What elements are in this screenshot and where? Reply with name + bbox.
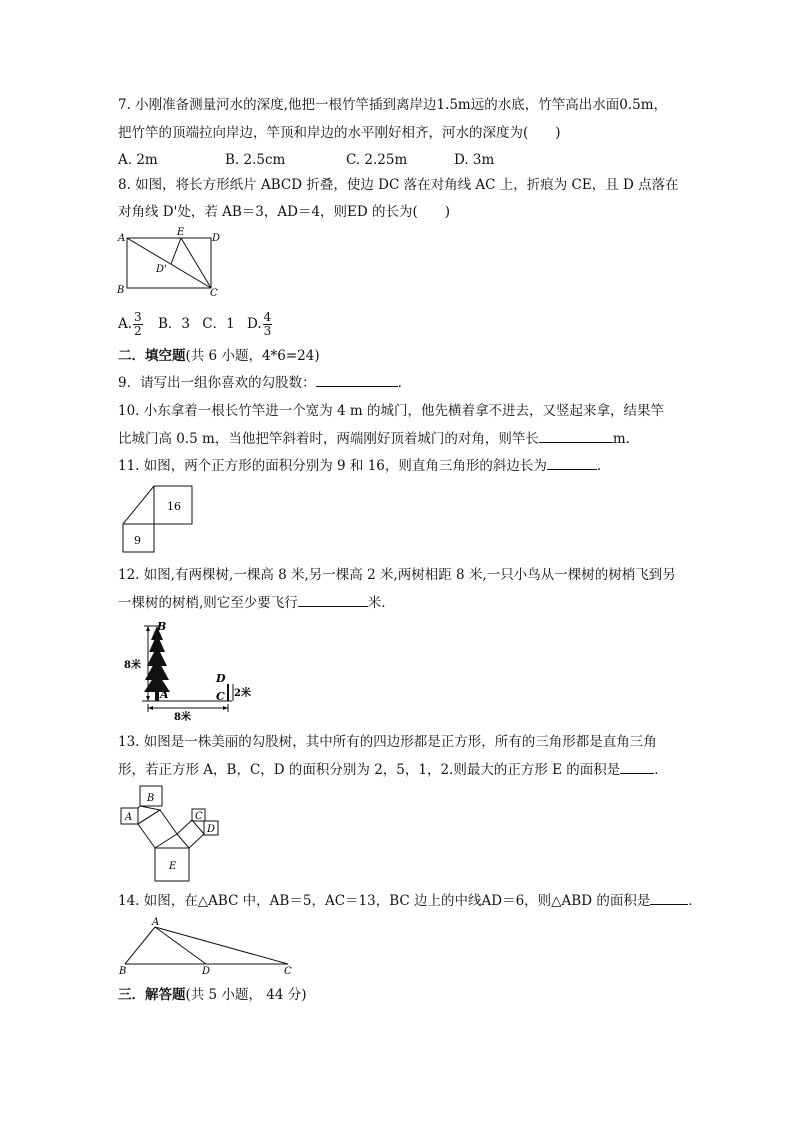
q8-option-b: B．3 bbox=[157, 316, 190, 332]
q14-median-ad bbox=[155, 927, 206, 964]
q7-option-b: B. 2.5cm bbox=[225, 152, 286, 168]
q12-line2 bbox=[118, 594, 386, 612]
q8-label-a: A bbox=[118, 233, 126, 244]
q8-option-d-fraction: $\frac{4}{3}$ bbox=[263, 310, 272, 338]
q14-label-a: A bbox=[152, 917, 160, 928]
q10-text: 比城门高 0.5 m，当他把竿斜着时，两端刚好顶着城门的对角，则竿长 bbox=[118, 431, 539, 447]
q8-label-dprime: D' bbox=[156, 264, 167, 275]
q8-line2: 对角线 D'处，若 AB＝3，AD＝4，则ED 的长为( ) bbox=[118, 204, 451, 220]
q12-label-b: B bbox=[157, 620, 167, 633]
q14-side-ab bbox=[125, 927, 155, 964]
section3-heading bbox=[118, 986, 306, 1004]
q12-label-8m-distance: 8米 bbox=[174, 712, 191, 723]
q12-label-8m-height: 8米 bbox=[124, 660, 141, 671]
q8-options bbox=[118, 311, 273, 338]
q9-text: 9．请写出一组你喜欢的勾股数： bbox=[118, 375, 316, 391]
q11-end: . bbox=[596, 458, 602, 474]
q8-label-d: D bbox=[212, 233, 221, 244]
q12-label-c: C bbox=[216, 690, 225, 703]
section3-title: 三．解答题 bbox=[118, 987, 186, 1003]
q8-option-a-fraction: $\frac{3}{2}$ bbox=[134, 310, 142, 338]
q11-text: 11. 如图，两个正方形的面积分别为 9 和 16，则直角三角形的斜边长为 bbox=[118, 458, 547, 474]
section2-title: 二．填空题 bbox=[118, 348, 186, 364]
q14-text: 14. 如图，在△ABC 中，AB＝5，AC＝13，BC 边上的中线AD＝6，则△ABD 的面积是 bbox=[118, 893, 651, 909]
q10-end: m. bbox=[612, 431, 630, 447]
q12-text: 一棵树的树梢,则它至少要飞行 bbox=[118, 595, 298, 611]
q12-label-2m-height: 2米 bbox=[234, 688, 251, 699]
q8-fold-ed bbox=[171, 238, 181, 264]
q8-figure bbox=[115, 226, 230, 299]
q11-label-9: 9 bbox=[134, 534, 141, 547]
q13-end: ． bbox=[654, 762, 668, 778]
q13-label-d: D bbox=[207, 824, 216, 835]
q14-label-b: B bbox=[119, 966, 127, 977]
q11-hypotenuse bbox=[123, 486, 154, 524]
q13-figure bbox=[118, 784, 228, 884]
q13-line2 bbox=[118, 761, 668, 779]
q7-option-c: C. 2.25m bbox=[346, 152, 408, 168]
q8-option-c: C．1 bbox=[202, 316, 235, 332]
q14-end: ． bbox=[688, 893, 702, 909]
q11-figure bbox=[120, 484, 195, 554]
q13-text: 形，若正方形 A，B，C，D 的面积分别为 2，5，1，2.则最大的正方形 E 的面积是 bbox=[118, 762, 621, 778]
q8-label-b: B bbox=[117, 285, 125, 296]
q7-option-d: D. 3m bbox=[454, 152, 495, 168]
q8-line1: 8. 如图，将长方形纸片 ABCD 折叠，使边 DC 落在对角线 AC 上，折痕为 CE，且 D 点落在 bbox=[118, 177, 679, 193]
q13-answer-blank[interactable] bbox=[620, 761, 654, 774]
q13-label-c: C bbox=[195, 811, 203, 822]
q14-side-ac bbox=[155, 927, 288, 964]
q12-line1: 12. 如图,有两棵树,一棵高 8 米,另一棵高 2 米,两树相距 8 米,一只小鸟从一棵树的树梢飞到另 bbox=[118, 567, 676, 583]
section2-heading bbox=[118, 347, 320, 365]
q13-label-a: A bbox=[125, 812, 133, 823]
q8-option-d-prefix: D. bbox=[247, 316, 262, 332]
q9-answer-blank[interactable] bbox=[316, 374, 398, 387]
q10-line1: 10. 小东拿着一根长竹竿进一个宽为 4 m 的城门，他先横着拿不进去，又竖起来拿，结果竿 bbox=[118, 403, 665, 419]
section3-meta: (共 5 小题， 44 分) bbox=[185, 987, 307, 1003]
q13-square-left bbox=[138, 810, 177, 848]
q14-label-d: D bbox=[202, 966, 211, 977]
q13-square-right bbox=[177, 820, 204, 848]
q11-line bbox=[118, 457, 601, 475]
q14-label-c: C bbox=[284, 966, 292, 977]
q8-crease-ce bbox=[181, 238, 211, 288]
q8-option-a-prefix: A. bbox=[118, 316, 133, 332]
q13-line1: 13. 如图是一株美丽的勾股树，其中所有的四边形都是正方形，所有的三角形都是直角三角 bbox=[118, 734, 657, 750]
q8-label-c: C bbox=[210, 288, 218, 299]
q7-line1: 7. 小刚准备测量河水的深度,他把一根竹竿插到离岸边1.5m远的水底，竹竿高出水面0.5m， bbox=[118, 97, 668, 113]
q10-answer-blank[interactable] bbox=[539, 430, 613, 443]
q12-answer-blank[interactable] bbox=[298, 594, 368, 607]
q7-option-a: A. 2m bbox=[118, 152, 158, 168]
q9-end: . bbox=[397, 375, 402, 391]
q12-end: 米. bbox=[367, 595, 386, 611]
q12-label-d: D bbox=[216, 672, 226, 685]
q13-label-e: E bbox=[169, 861, 177, 872]
q11-label-16: 16 bbox=[167, 500, 181, 513]
q13-label-b: B bbox=[147, 793, 155, 804]
q9-line bbox=[118, 374, 402, 392]
q14-answer-blank[interactable] bbox=[650, 892, 688, 905]
q12-figure bbox=[120, 618, 260, 723]
q10-line2 bbox=[118, 430, 630, 448]
q12-label-a: A bbox=[160, 688, 169, 701]
section2-meta: (共 6 小题，4*6=24) bbox=[185, 348, 320, 364]
q14-figure bbox=[116, 914, 301, 976]
q8-diagonal-ac bbox=[127, 238, 211, 288]
q11-answer-blank[interactable] bbox=[547, 457, 597, 470]
q7-line2: 把竹竿的顶端拉向岸边，竿顶和岸边的水平刚好相齐，河水的深度为( ) bbox=[118, 125, 561, 141]
q14-line bbox=[118, 892, 702, 910]
q8-label-e: E bbox=[177, 227, 185, 238]
